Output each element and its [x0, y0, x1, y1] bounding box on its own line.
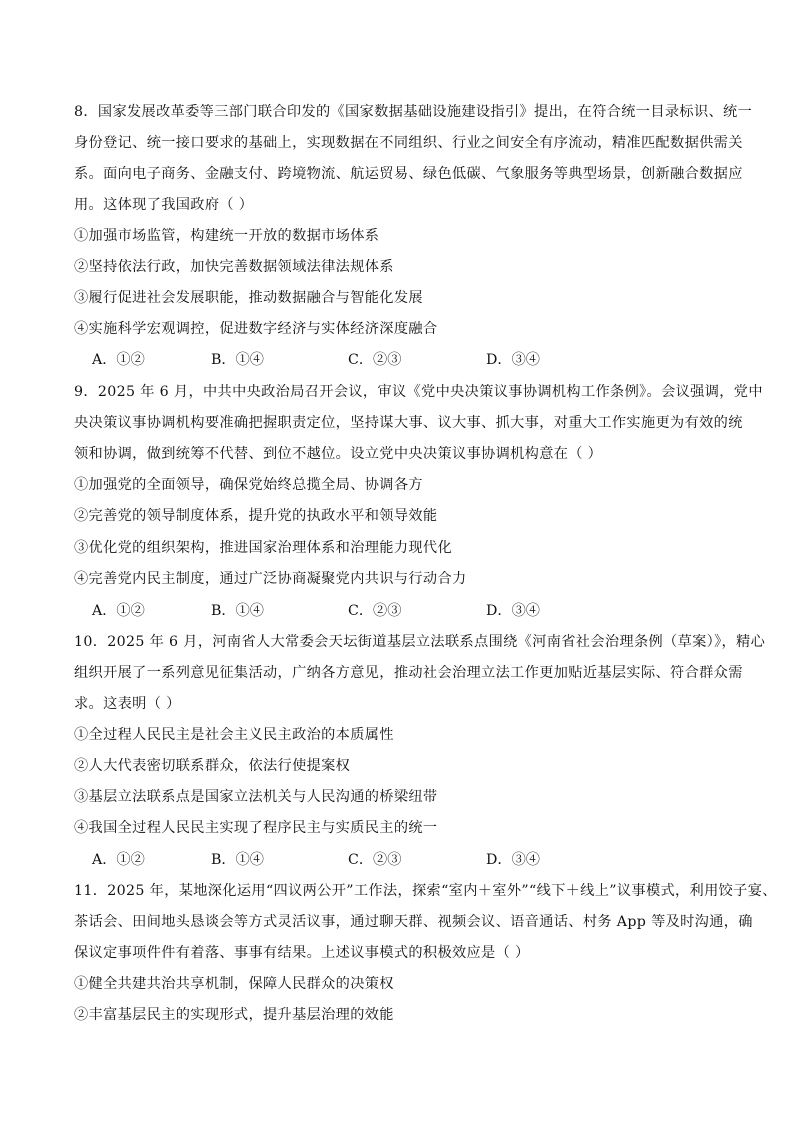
option-c: C．②③	[348, 852, 402, 868]
option-d: D．③④	[486, 852, 540, 868]
question-stem-line: 系。面向电子商务、金融支付、跨境物流、航运贸易、绿色低碳、气象服务等典型场景，创新融合数据应	[74, 166, 743, 182]
option-c: C．②③	[348, 603, 402, 619]
statement-2: ②人大代表密切联系群众，依法行使提案权	[74, 758, 351, 774]
question-stem-line: 求。这表明（ ）	[74, 696, 181, 712]
statement-4: ④实施科学宏观调控，促进数字经济与实体经济深度融合	[74, 321, 438, 337]
option-a: A．①②	[92, 352, 145, 368]
question-stem-line: 身份登记、统一接口要求的基础上，实现数据在不同组织、行业之间安全有序流动，精准匹配数据供需关	[74, 135, 743, 151]
statement-4: ④我国全过程人民民主实现了程序民主与实质民主的统一	[74, 820, 438, 836]
question-stem-line: 茶话会、田间地头恳谈会等方式灵活议事，通过聊天群、视频会议、语音通话、村务 App 等及时沟通，确	[74, 914, 753, 930]
question-stem-line: 用。这体现了我国政府（ ）	[74, 197, 254, 213]
statement-3: ③履行促进社会发展职能，推动数据融合与智能化发展	[74, 290, 423, 306]
statement-4: ④完善党内民主制度，通过广泛协商凝聚党内共识与行动合力	[74, 571, 467, 587]
question-stem-line: 央决策议事协调机构要准确把握职责定位，坚持谋大事、议大事、抓大事，对重大工作实施更为有效的统	[74, 415, 743, 431]
option-a: A．①②	[92, 852, 145, 868]
statement-3: ③优化党的组织架构，推进国家治理体系和治理能力现代化	[74, 540, 452, 556]
statement-1: ①加强党的全面领导，确保党始终总揽全局、协调各方	[74, 477, 423, 493]
question-stem-line: 9．2025 年 6 月，中共中央政治局召开会议，审议《党中央决策议事协调机构工作条例》。会议强调，党中	[74, 384, 763, 400]
statement-1: ①健全共建共治共享机制，保障人民群众的决策权	[74, 976, 394, 992]
option-a: A．①②	[92, 603, 145, 619]
statement-2: ②坚持依法行政，加快完善数据领域法律法规体系	[74, 259, 394, 275]
option-d: D．③④	[486, 352, 540, 368]
statement-2: ②丰富基层民主的实现形式，提升基层治理的效能	[74, 1007, 394, 1023]
question-stem-line: 领和协调，做到统筹不代替、到位不越位。设立党中央决策议事协调机构意在（ ）	[74, 446, 603, 462]
question-stem-line: 保议定事项件件有着落、事事有结果。上述议事模式的积极效应是（ ）	[74, 945, 530, 961]
option-d: D．③④	[486, 603, 540, 619]
option-b: B．①④	[211, 603, 264, 619]
option-b: B．①④	[211, 852, 264, 868]
question-stem-line: 8．国家发展改革委等三部门联合印发的《国家数据基础设施建设指引》提出，在符合统一目录标识、统一	[74, 104, 753, 120]
question-stem-line: 10．2025 年 6 月，河南省人大常委会天坛街道基层立法联系点围绕《河南省社会治理条例（草案）》，精心	[74, 634, 766, 650]
statement-3: ③基层立法联系点是国家立法机关与人民沟通的桥梁纽带	[74, 789, 438, 805]
question-stem-line: 11．2025 年，某地深化运用“四议两公开”工作法，探索“室内＋室外”“线下＋线上”议事模式，利用饺子宴、	[74, 883, 777, 899]
statement-1: ①加强市场监管，构建统一开放的数据市场体系	[74, 228, 380, 244]
option-c: C．②③	[348, 352, 402, 368]
option-b: B．①④	[211, 352, 264, 368]
statement-2: ②完善党的领导制度体系，提升党的执政水平和领导效能	[74, 508, 438, 524]
statement-1: ①全过程人民民主是社会主义民主政治的本质属性	[74, 727, 394, 743]
question-stem-line: 组织开展了一系列意见征集活动，广纳各方意见，推动社会治理立法工作更加贴近基层实际、符合群众需	[74, 665, 743, 681]
